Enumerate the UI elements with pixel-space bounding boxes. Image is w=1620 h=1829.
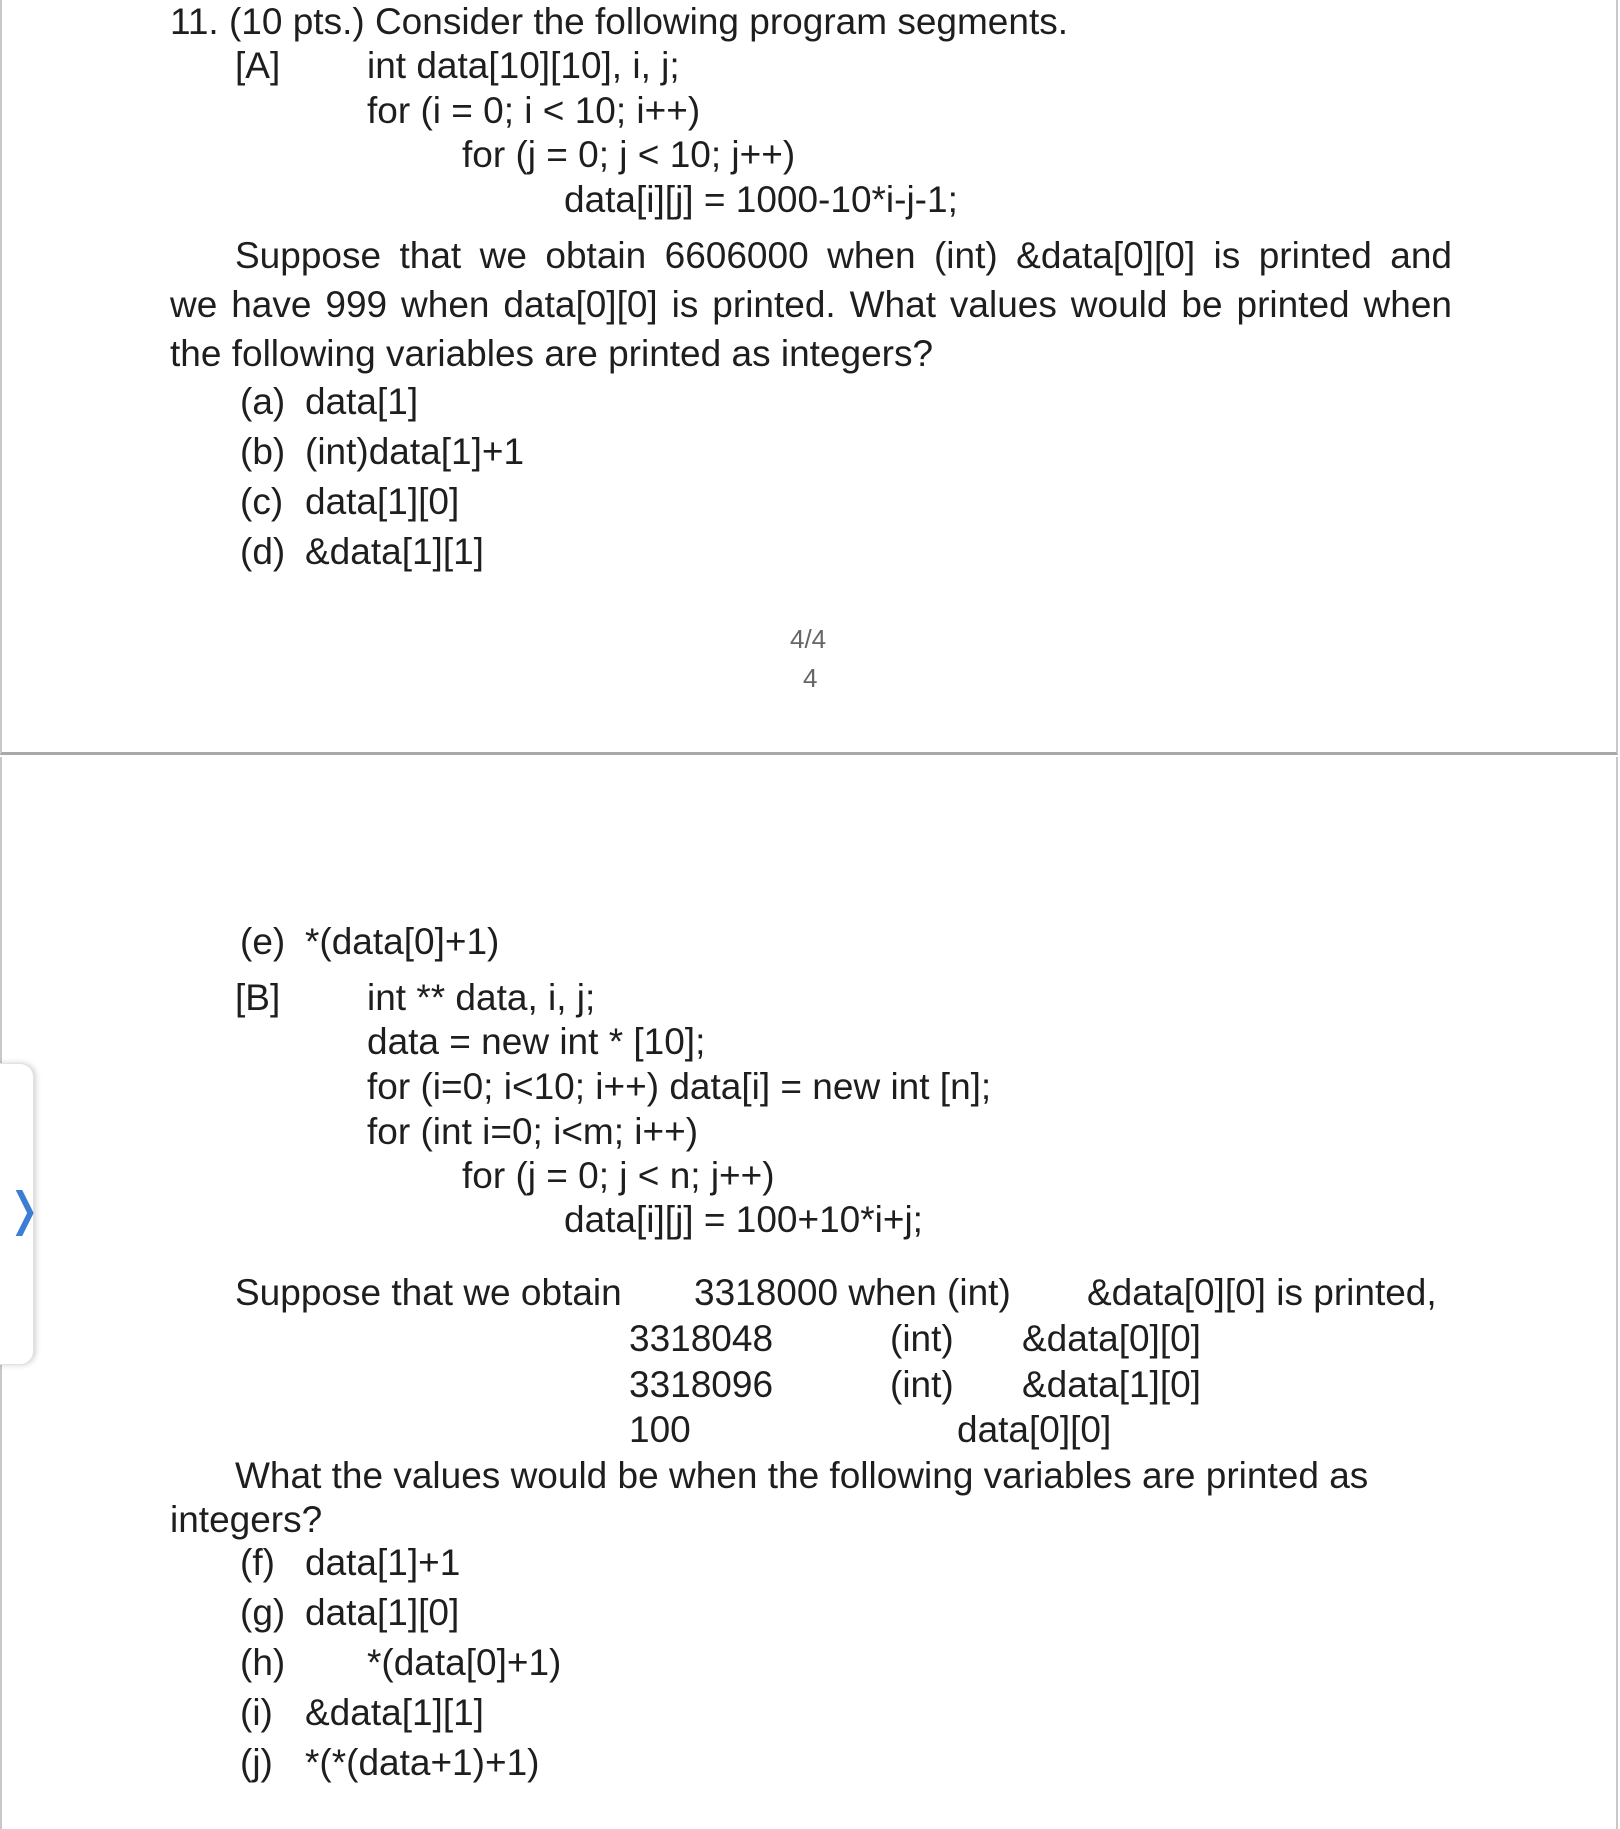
page-number: 4: [803, 663, 818, 693]
paragraph-line: What the values would be when the following variables are printed as: [235, 1455, 1369, 1496]
paragraph-line: the following variables are printed as integers?: [170, 333, 934, 374]
item-label: (c): [240, 481, 284, 522]
paragraph-line: we have 999 when data[0][0] is printed. What values would be printed when: [170, 284, 1452, 325]
page-indicator: 4/4: [790, 624, 827, 654]
expr-cell: &data[1][0]: [1022, 1364, 1201, 1405]
previous-page-tab[interactable]: [0, 1063, 44, 1365]
item-label: (a): [240, 381, 286, 422]
item-label: (d): [240, 531, 286, 572]
code-line: for (int i=0; i<m; i++): [367, 1111, 699, 1152]
item-label: (i): [240, 1692, 273, 1733]
segment-a-label: [A]: [235, 45, 281, 86]
paragraph-intro: Suppose that we obtain: [235, 1272, 622, 1313]
code-line: for (j = 0; j < n; j++): [462, 1155, 775, 1196]
item-expr: &data[1][1]: [305, 1692, 484, 1733]
item-expr: (int)data[1]+1: [305, 431, 525, 472]
item-expr: data[1][0]: [305, 1592, 460, 1633]
expr-cell: &data[0][0]: [1022, 1318, 1201, 1359]
document-page-top: [0, 0, 1618, 755]
code-line: for (i = 0; i < 10; i++): [367, 90, 701, 131]
item-label: (h): [240, 1642, 286, 1683]
code-line: data = new int * [10];: [367, 1021, 706, 1062]
question-header: 11. (10 pts.) Consider the following program segments.: [170, 1, 1069, 42]
cast-cell: (int): [890, 1364, 954, 1405]
value-cell: 3318096: [629, 1364, 774, 1405]
code-line: int data[10][10], i, j;: [367, 45, 680, 86]
item-label: (e): [240, 921, 286, 962]
document-page-bottom: [0, 757, 1618, 1829]
code-line: int ** data, i, j;: [367, 977, 596, 1018]
paragraph-line: integers?: [170, 1499, 323, 1540]
expr-cell: &data[0][0] is printed,: [1087, 1272, 1437, 1313]
item-expr: &data[1][1]: [305, 531, 484, 572]
expr-cell: data[0][0]: [957, 1409, 1112, 1450]
value-cell: 3318000 when (int): [694, 1272, 1011, 1313]
segment-b-label: [B]: [235, 977, 281, 1018]
code-line: data[i][j] = 100+10*i+j;: [564, 1199, 923, 1240]
code-line: data[i][j] = 1000-10*i-j-1;: [564, 179, 958, 220]
item-expr: data[1]: [305, 381, 419, 422]
item-expr: *(data[0]+1): [367, 1642, 562, 1683]
item-label: (j): [240, 1742, 273, 1783]
value-cell: 3318048: [629, 1318, 774, 1359]
chevron-right-icon: ❭: [5, 1183, 44, 1235]
cast-cell: (int): [890, 1318, 954, 1359]
code-line: for (j = 0; j < 10; j++): [462, 134, 796, 175]
item-label: (g): [240, 1592, 286, 1633]
value-cell: 100: [629, 1409, 691, 1450]
item-expr: *(data[0]+1): [305, 921, 500, 962]
item-expr: data[1][0]: [305, 481, 460, 522]
paragraph-line: Suppose that we obtain 6606000 when (int) &data[0][0] is printed and: [235, 235, 1452, 276]
item-expr: *(*(data+1)+1): [305, 1742, 540, 1783]
item-label: (f): [240, 1542, 275, 1583]
item-expr: data[1]+1: [305, 1542, 461, 1583]
item-label: (b): [240, 431, 286, 472]
code-line: for (i=0; i<10; i++) data[i] = new int [n];: [367, 1066, 992, 1107]
